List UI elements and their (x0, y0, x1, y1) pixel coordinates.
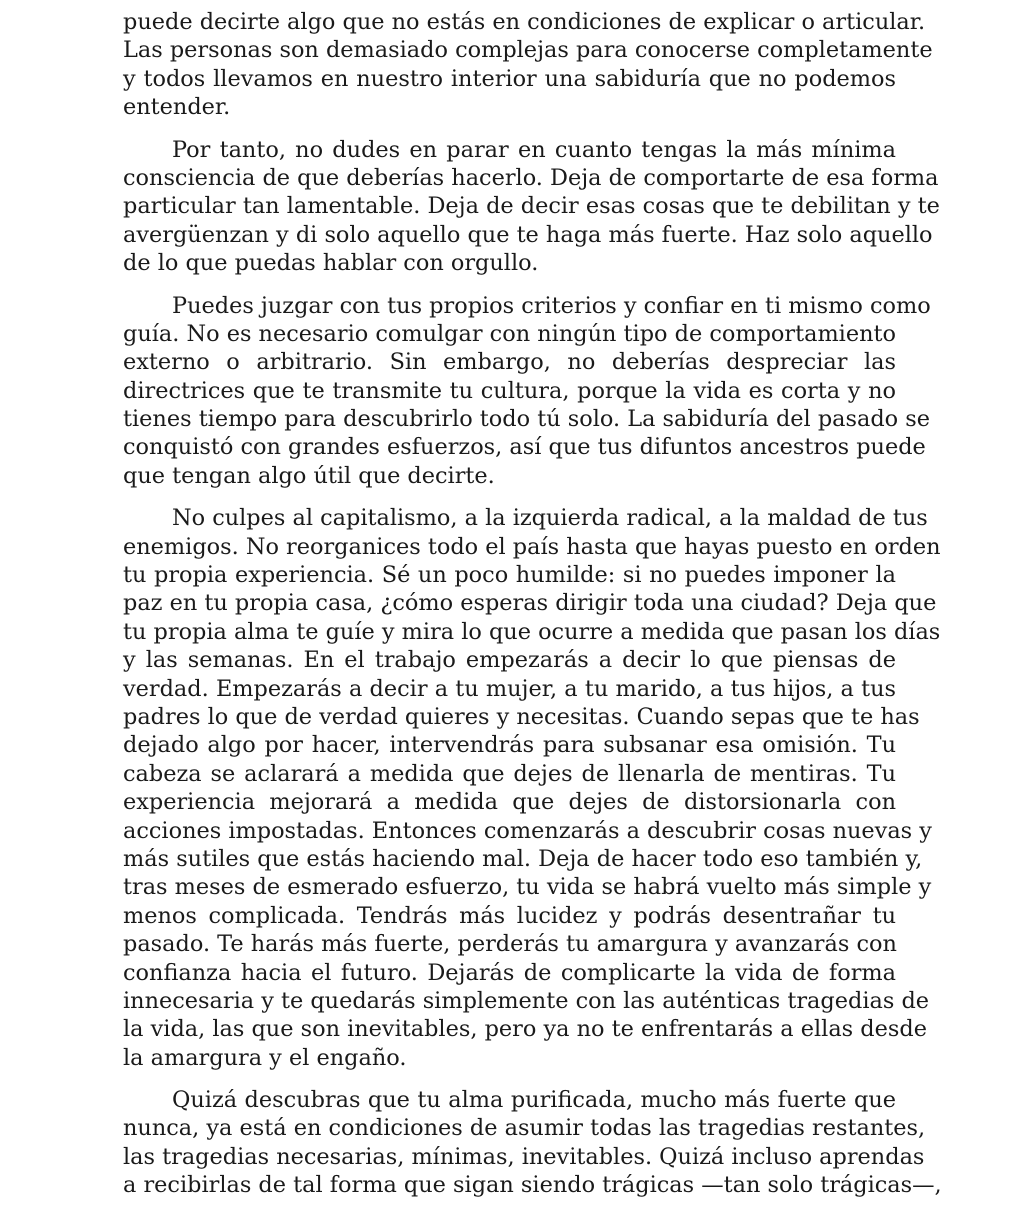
text-line: Puedes juzgar con tus propios criterios y confiar en ti mismo como (172, 292, 931, 319)
text-line: directrices que te transmite tu cultura, porque la vida es corta y no (123, 377, 896, 404)
text-line: puede decirte algo que no estás en condiciones de explicar o articular. (123, 9, 926, 35)
text-line: las tragedias necesarias, mínimas, inevitables. Quizá incluso aprendas (123, 1143, 925, 1170)
text-line: consciencia de que deberías hacerlo. Deja de comportarte de esa forma (123, 164, 939, 191)
text-line: dejado algo por hacer, intervendrás para subsanar esa omisión. Tu (123, 732, 896, 759)
text-line: a recibirlas de tal forma que sigan siendo trágicas —tan solo trágicas—, (123, 1172, 942, 1199)
text-line: paz en tu propia casa, ¿cómo esperas dirigir toda una ciudad? Deja que (123, 590, 937, 617)
paragraph (123, 8, 933, 122)
text-line: avergüenzan y di solo aquello que te haga más fuerte. Haz solo aquello (123, 221, 933, 248)
text-line: menos complicada. Tendrás más lucidez y podrás desentrañar tu (123, 902, 896, 929)
text-line: innecesaria y te quedarás simplemente con las auténticas tragedias de (123, 987, 930, 1014)
text-line: la vida, las que son inevitables, pero ya no te enfrentarás a ellas desde (123, 1016, 927, 1043)
text-line: y todos llevamos en nuestro interior una sabiduría que no podemos (123, 65, 896, 92)
text-line: acciones impostadas. Entonces comenzarás a descubrir cosas nuevas y (123, 817, 932, 844)
paragraph (123, 1086, 942, 1200)
text-line: externo o arbitrario. Sin embargo, no deberías despreciar las (123, 349, 896, 376)
text-line: conquistó con grandes esfuerzos, así que tus difuntos ancestros puede (123, 434, 926, 461)
text-line: entender. (123, 94, 231, 121)
text-line: Las personas son demasiado complejas para conocerse completamente (123, 37, 933, 64)
text-line: y las semanas. En el trabajo empezarás a decir lo que piensas de (123, 647, 896, 674)
text-line: tienes tiempo para descubrirlo todo tú solo. La sabiduría del pasado se (123, 406, 931, 433)
text-line: guía. No es necesario comulgar con ningún tipo de comportamiento (123, 320, 896, 347)
paragraph (123, 504, 941, 1072)
text-line: de lo que puedas hablar con orgullo. (123, 250, 539, 277)
paragraph (123, 136, 940, 278)
text-line: tu propia alma te guíe y mira lo que ocurre a medida que pasan los días (123, 618, 941, 645)
text-line: enemigos. No reorganices todo el país hasta que hayas puesto en orden (123, 533, 941, 560)
text-line: nunca, ya está en condiciones de asumir todas las tragedias restantes, (123, 1115, 926, 1142)
text-line: No culpes al capitalismo, a la izquierda radical, a la maldad de tus (172, 505, 928, 532)
text-line: particular tan lamentable. Deja de decir esas cosas que te debilitan y te (123, 193, 940, 220)
text-line: la amargura y el engaño. (123, 1044, 407, 1071)
text-line: que tengan algo útil que decirte. (123, 462, 495, 489)
text-line: tu propia experiencia. Sé un poco humilde: si no puedes imponer la (123, 562, 896, 589)
paragraph (123, 292, 931, 491)
book-page (123, 8, 942, 1214)
text-line: verdad. Empezarás a decir a tu mujer, a tu marido, a tus hijos, a tus (123, 675, 896, 702)
text-line: padres lo que de verdad quieres y necesitas. Cuando sepas que te has (123, 703, 920, 730)
text-line: más sutiles que estás haciendo mal. Deja de hacer todo eso también y, (123, 845, 923, 872)
text-line: Quizá descubras que tu alma purificada, mucho más fuerte que (172, 1087, 896, 1114)
text-line: pasado. Te harás más fuerte, perderás tu amargura y avanzarás con (123, 931, 897, 958)
text-line: experiencia mejorará a medida que dejes de distorsionarla con (123, 789, 896, 816)
text-line: Por tanto, no dudes en parar en cuanto tengas la más mínima (172, 136, 896, 163)
text-line: cabeza se aclarará a medida que dejes de llenarla de mentiras. Tu (123, 760, 896, 787)
text-line: tras meses de esmerado esfuerzo, tu vida se habrá vuelto más simple y (123, 874, 932, 901)
text-line: confianza hacia el futuro. Dejarás de complicarte la vida de forma (123, 959, 896, 986)
